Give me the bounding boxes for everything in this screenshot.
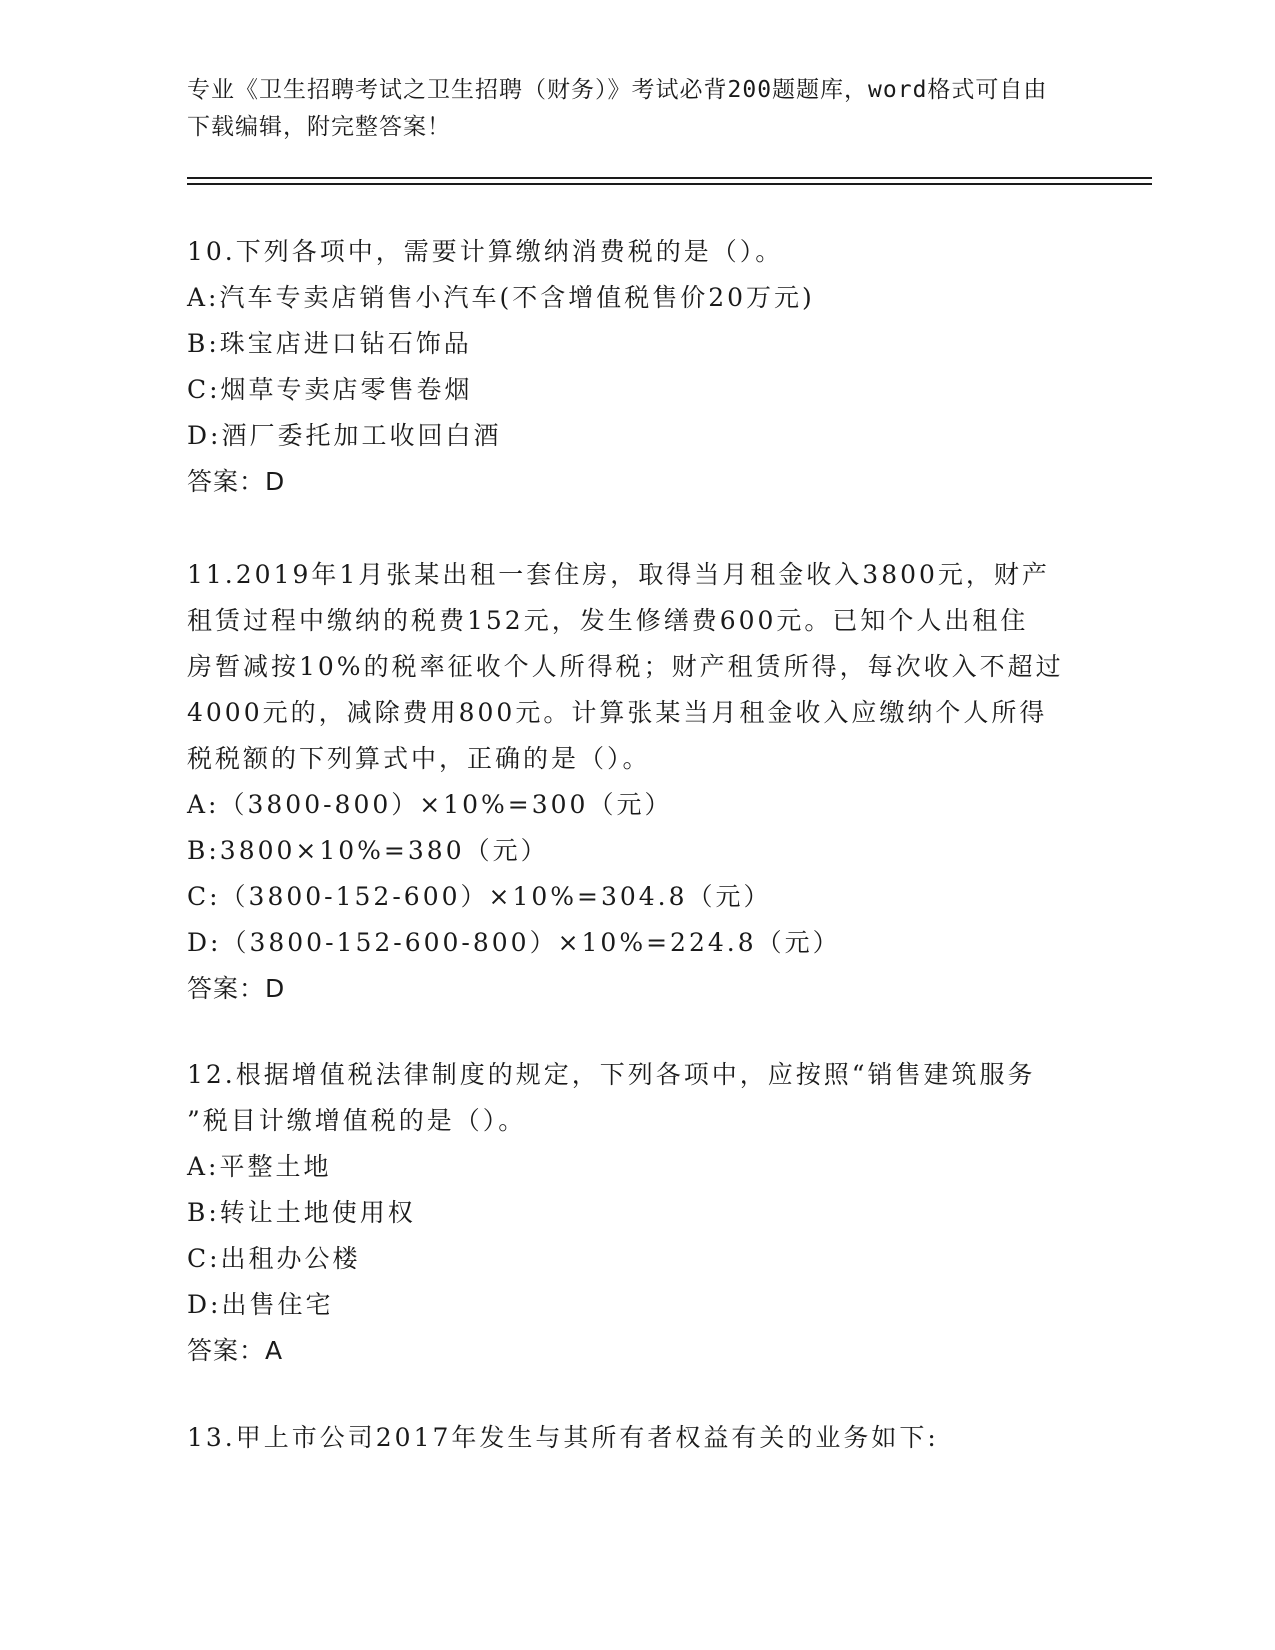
question-stem: 13.甲上市公司2017年发生与其所有者权益有关的业务如下: — [187, 1423, 939, 1452]
option-c: C:烟草专卖店零售卷烟 — [187, 375, 473, 404]
answer: 答案：D — [187, 974, 286, 1003]
option-a: A:汽车专卖店销售小汽车(不含增值税售价20万元) — [187, 283, 815, 312]
answer: 答案：D — [187, 467, 286, 496]
question-stem-line-1: 11.2019年1月张某出租一套住房，取得当月租金收入3800元，财产 — [187, 560, 1050, 589]
option-d: D:酒厂委托加工收回白酒 — [187, 421, 502, 450]
question-11 — [187, 552, 1087, 1012]
option-b: B:3800×10%=380（元） — [187, 836, 549, 865]
option-d: D:出售住宅 — [187, 1290, 334, 1319]
option-c: C:出租办公楼 — [187, 1244, 361, 1273]
question-stem-line-1: 12.根据增值税法律制度的规定，下列各项中，应按照“销售建筑服务 — [187, 1060, 1036, 1089]
question-stem-line-2: 租赁过程中缴纳的税费152元，发生修缮费600元。已知个人出租住 — [187, 606, 1029, 635]
question-12 — [187, 1052, 1087, 1374]
header-divider-bottom — [187, 183, 1152, 185]
question-stem-line-4: 4000元的，减除费用800元。计算张某当月租金收入应缴纳个人所得 — [187, 698, 1048, 727]
question-stem-line-2: ”税目计缴增值税的是（）。 — [187, 1106, 527, 1135]
option-c: C:（3800-152-600）×10%=304.8（元） — [187, 882, 772, 911]
question-10 — [187, 229, 1087, 505]
option-b: B:转让土地使用权 — [187, 1198, 416, 1227]
header-divider-top — [187, 177, 1152, 179]
answer: 答案：A — [187, 1336, 284, 1365]
option-b: B:珠宝店进口钻石饰品 — [187, 329, 472, 358]
question-13 — [187, 1415, 1087, 1461]
document-intro: 专业《卫生招聘考试之卫生招聘（财务）》考试必背200题题库，word格式可自由下载编辑，附完整答案！ — [187, 77, 1048, 140]
question-stem-line-3: 房暂减按10%的税率征收个人所得税；财产租赁所得，每次收入不超过 — [187, 652, 1064, 681]
option-d: D:（3800-152-600-800）×10%=224.8（元） — [187, 928, 841, 957]
question-stem: 10.下列各项中，需要计算缴纳消费税的是（）。 — [187, 237, 784, 266]
question-stem-line-5: 税税额的下列算式中，正确的是（）。 — [187, 744, 651, 773]
option-a: A:（3800-800）×10%=300（元） — [187, 790, 673, 819]
option-a: A:平整土地 — [187, 1152, 332, 1181]
